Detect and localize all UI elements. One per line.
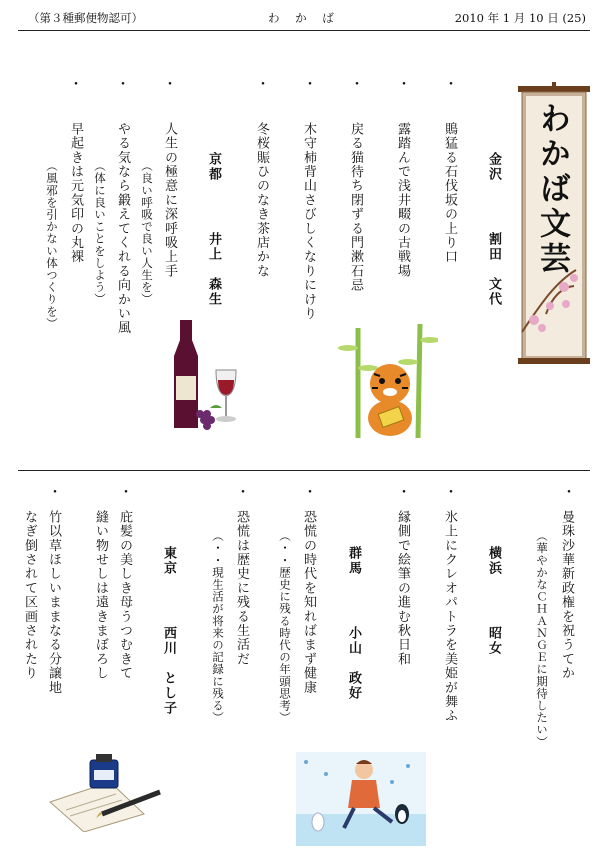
poem-note: （良い呼吸で良い人生を） <box>140 160 154 306</box>
poem-line: 氷上にクレオパトラを美姫が舞ふ <box>442 510 457 723</box>
poem-line: 恐慌は歴史に残る生活だ <box>234 510 249 667</box>
section-divider <box>18 470 590 471</box>
poem-note: （華やかなＣＨＡＮＧＥに期待したい） <box>535 530 549 748</box>
wine-bottle-illustration <box>160 318 250 434</box>
poem-line: 早起きは元気印の丸裸 <box>68 122 83 264</box>
poem-note: （・・歴史に残る時代の年頭思考） <box>278 530 292 724</box>
poem-bullet: ・ <box>116 77 130 93</box>
poem-line: 縁側で絵筆の進む秋日和 <box>395 510 410 667</box>
poem-bullet: ・ <box>444 485 458 501</box>
poem-note: （体に良いことをしよう） <box>93 160 107 306</box>
poem-note: （・・現生活が将来の記録に残る） <box>211 530 225 724</box>
header-publication-note: （第３種郵便物認可） <box>28 11 143 25</box>
poem-bullet: ・ <box>444 77 458 93</box>
author-kyoto-name: 井上 森生 <box>206 232 221 307</box>
poem-line: 鵙猛る石伐坂の上り口 <box>442 122 457 264</box>
poem-line: やる気なら鍛えてくれる向かい風 <box>115 122 130 335</box>
poem-bullet: ・ <box>236 485 250 501</box>
poem-bullet: ・ <box>397 77 411 93</box>
poem-note: （風邪を引かない体つくりを） <box>45 160 59 330</box>
poem-bullet: ・ <box>350 77 364 93</box>
author-gunma-place: 群馬 <box>346 546 361 576</box>
author-gunma-name: 小山 政好 <box>346 626 361 701</box>
header-rule <box>18 30 590 31</box>
poem-line: 木守柿背山さびしくなりにけり <box>301 122 316 321</box>
poem-line: 庇髪の美しき母うつむきて <box>117 510 132 681</box>
author-kanazawa-place: 金沢 <box>486 152 501 182</box>
ice-skating-illustration <box>296 752 426 846</box>
poem-bullet: ・ <box>163 77 177 93</box>
poem-line: なぎ倒されて区画されたり <box>22 510 37 681</box>
poem-bullet: ・ <box>48 485 62 501</box>
poem-line: 竹以草ほしいままなる分譲地 <box>46 510 61 695</box>
author-kyoto-place: 京都 <box>206 152 221 182</box>
poem-bullet: ・ <box>69 77 83 93</box>
scroll-title: わかば文芸 <box>534 102 570 277</box>
poem-bullet: ・ <box>303 485 317 501</box>
poem-bullet: ・ <box>119 485 133 501</box>
poem-line: 恐慌の時代を知ればまず健康 <box>301 510 316 695</box>
poem-line: 露踏んで浅井畷の古戦場 <box>395 122 410 279</box>
ink-pen-illustration <box>46 752 166 832</box>
poem-line: 人生の極意に深呼吸上手 <box>162 122 177 279</box>
poem-line: 戻る猫待ち閉ずる門漱石忌 <box>348 122 363 293</box>
author-tokyo-name: 西川 とし子 <box>161 626 176 716</box>
tiger-bamboo-illustration <box>338 318 438 440</box>
header-date-page: 2010 年 1 月 10 日 (25) <box>454 11 586 25</box>
poem-bullet: ・ <box>256 77 270 93</box>
poem-bullet: ・ <box>303 77 317 93</box>
header-title: わ か ば <box>268 11 340 25</box>
poem-line: 冬桜賑ひのなき茶店かな <box>254 122 269 279</box>
poem-line: 曼珠沙華新政権を祝うてか <box>559 510 574 681</box>
poem-bullet: ・ <box>562 485 576 501</box>
author-yokohama-place: 横浜 <box>486 546 501 576</box>
author-tokyo-place: 東京 <box>161 546 176 576</box>
poem-bullet: ・ <box>397 485 411 501</box>
author-kanazawa-name: 割田 文代 <box>486 232 501 307</box>
poem-line: 縫い物せしは遠きまぼろし <box>93 510 108 681</box>
author-yokohama-name: 昭女 <box>486 626 501 656</box>
